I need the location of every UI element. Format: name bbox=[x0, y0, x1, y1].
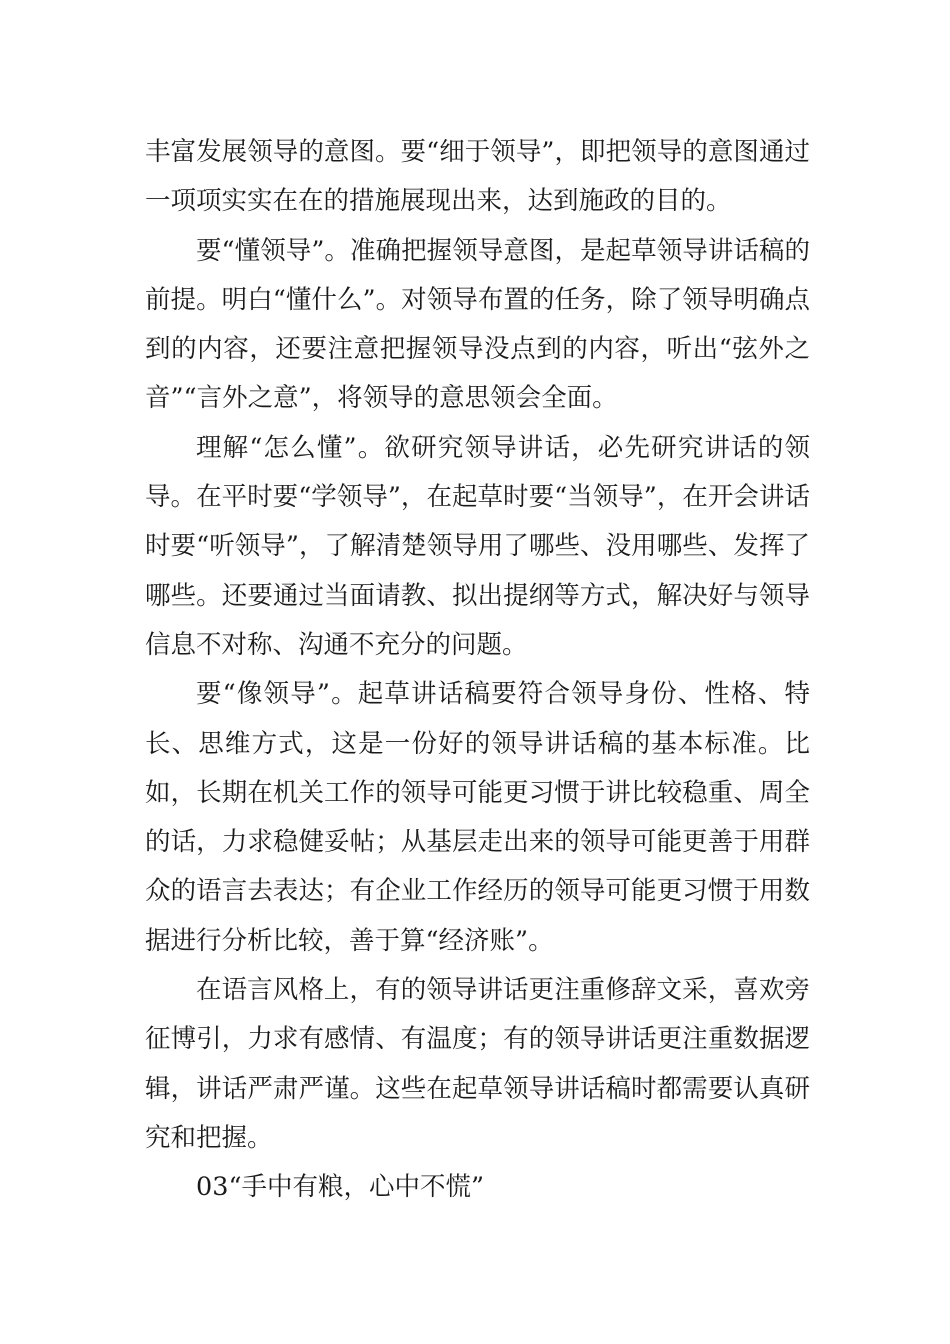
paragraph-resemble-leader: 要“像领导”。起草讲话稿要符合领导身份、性格、特长、思维方式，这是一份好的领导讲话稿的基本标准。比如，长期在机关工作的领导可能更习惯于讲比较稳重、周全的话，力求稳健妥帖；从基层走出来的领导可能更善于用群众的语言去表达；有企业工作经历的领导可能更习惯于用数据进行分析比较，善于算“经济账”。 bbox=[145, 679, 810, 956]
section-heading-03: 03“手中有粮，心中不慌” bbox=[196, 1172, 485, 1203]
document-body bbox=[145, 128, 810, 1213]
paragraph-continuation: 丰富发展领导的意图。要“细于领导”，即把领导的意图通过一项项实实在在的措施展现出来，达到施政的目的。 bbox=[145, 137, 810, 217]
paragraph-language-style: 在语言风格上，有的领导讲话更注重修辞文采，喜欢旁征博引，力求有感情、有温度；有的领导讲话更注重数据逻辑，讲话严肃严谨。这些在起草领导讲话稿时都需要认真研究和把握。 bbox=[145, 975, 810, 1153]
paragraph-understand-leader: 要“懂领导”。准确把握领导意图，是起草领导讲话稿的前提。明白“懂什么”。对领导布置的任务，除了领导明确点到的内容，还要注意把握领导没点到的内容，听出“弦外之音”“言外之意”，将领导的意思领会全面。 bbox=[145, 235, 810, 414]
paragraph-how-to-understand: 理解“怎么懂”。欲研究领导讲话，必先研究讲话的领导。在平时要“学领导”，在起草时要“当领导”，在开会讲话时要“听领导”，了解清楚领导用了哪些、没用哪些、发挥了哪些。还要通过当面请教、拟出提纲等方式，解决好与领导信息不对称、沟通不充分的问题。 bbox=[145, 432, 810, 660]
